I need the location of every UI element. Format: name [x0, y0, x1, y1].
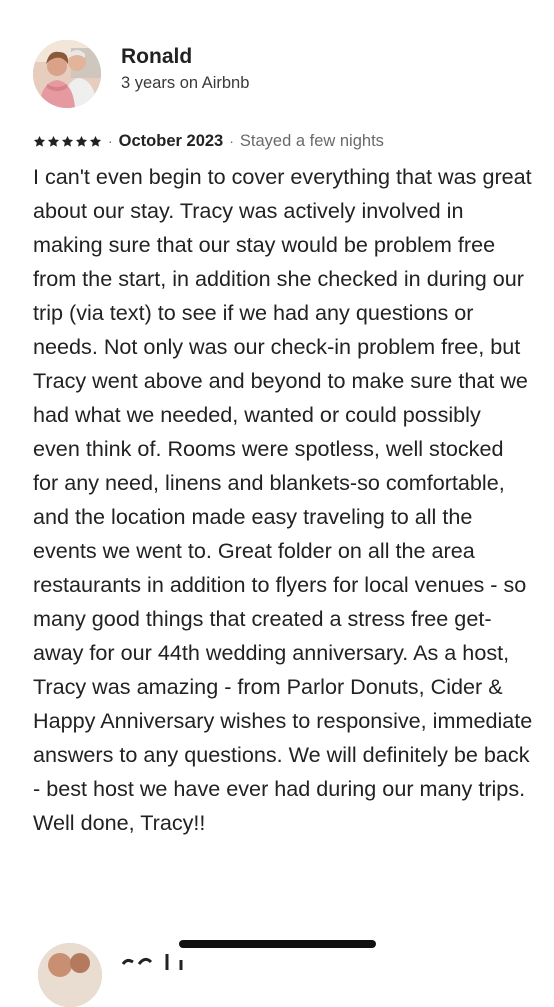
avatar-photo [38, 943, 102, 1007]
review-card [33, 40, 533, 840]
next-reviewer-name-partial [121, 950, 211, 970]
reviewer-name[interactable]: Ronald [121, 45, 193, 68]
avatar-photo [33, 40, 101, 108]
avatar[interactable] [33, 40, 101, 108]
reviewer-header [33, 40, 533, 108]
star-rating [33, 135, 102, 148]
meta-separator: · [108, 133, 113, 149]
star-icon [47, 135, 60, 148]
star-icon [75, 135, 88, 148]
star-icon [89, 135, 102, 148]
home-indicator[interactable] [179, 940, 376, 948]
review-text: I can't even begin to cover everything that was great about our stay. Tracy was actively involved in making sure that our stay would be problem free from the start, in addition she checked in during our trip (via text) to see if we had any questions or needs. Not only was our check-in problem free, but Tracy went above and beyond to make sure that we had what we needed, wanted or could possibly even think of. Rooms were spotless, well stocked for any need, linens and blankets-so comfortable, and the location made easy traveling to all the events we went to. Great folder on all the area restaurants in addition to flyers for local venues - so many good things that created a stress free get-away for our 44th wedding anniversary. As a host, Tracy was amazing - from Parlor Donuts, Cider & Happy Anniversary wishes to responsive, immediate answers to any questions. We will definitely be back - best host we have ever had during our many trips. Well done, Tracy!! [33, 164, 533, 835]
star-icon [61, 135, 74, 148]
next-review-avatar[interactable] [38, 943, 102, 1007]
star-icon [33, 135, 46, 148]
reviewer-tenure: 3 years on Airbnb [121, 74, 250, 92]
review-body [33, 160, 533, 840]
reviewer-info [121, 44, 249, 94]
review-date: October 2023 [118, 131, 224, 150]
stay-length: Stayed a few nights [239, 131, 384, 150]
meta-separator: · [229, 133, 234, 149]
review-meta [33, 128, 533, 154]
